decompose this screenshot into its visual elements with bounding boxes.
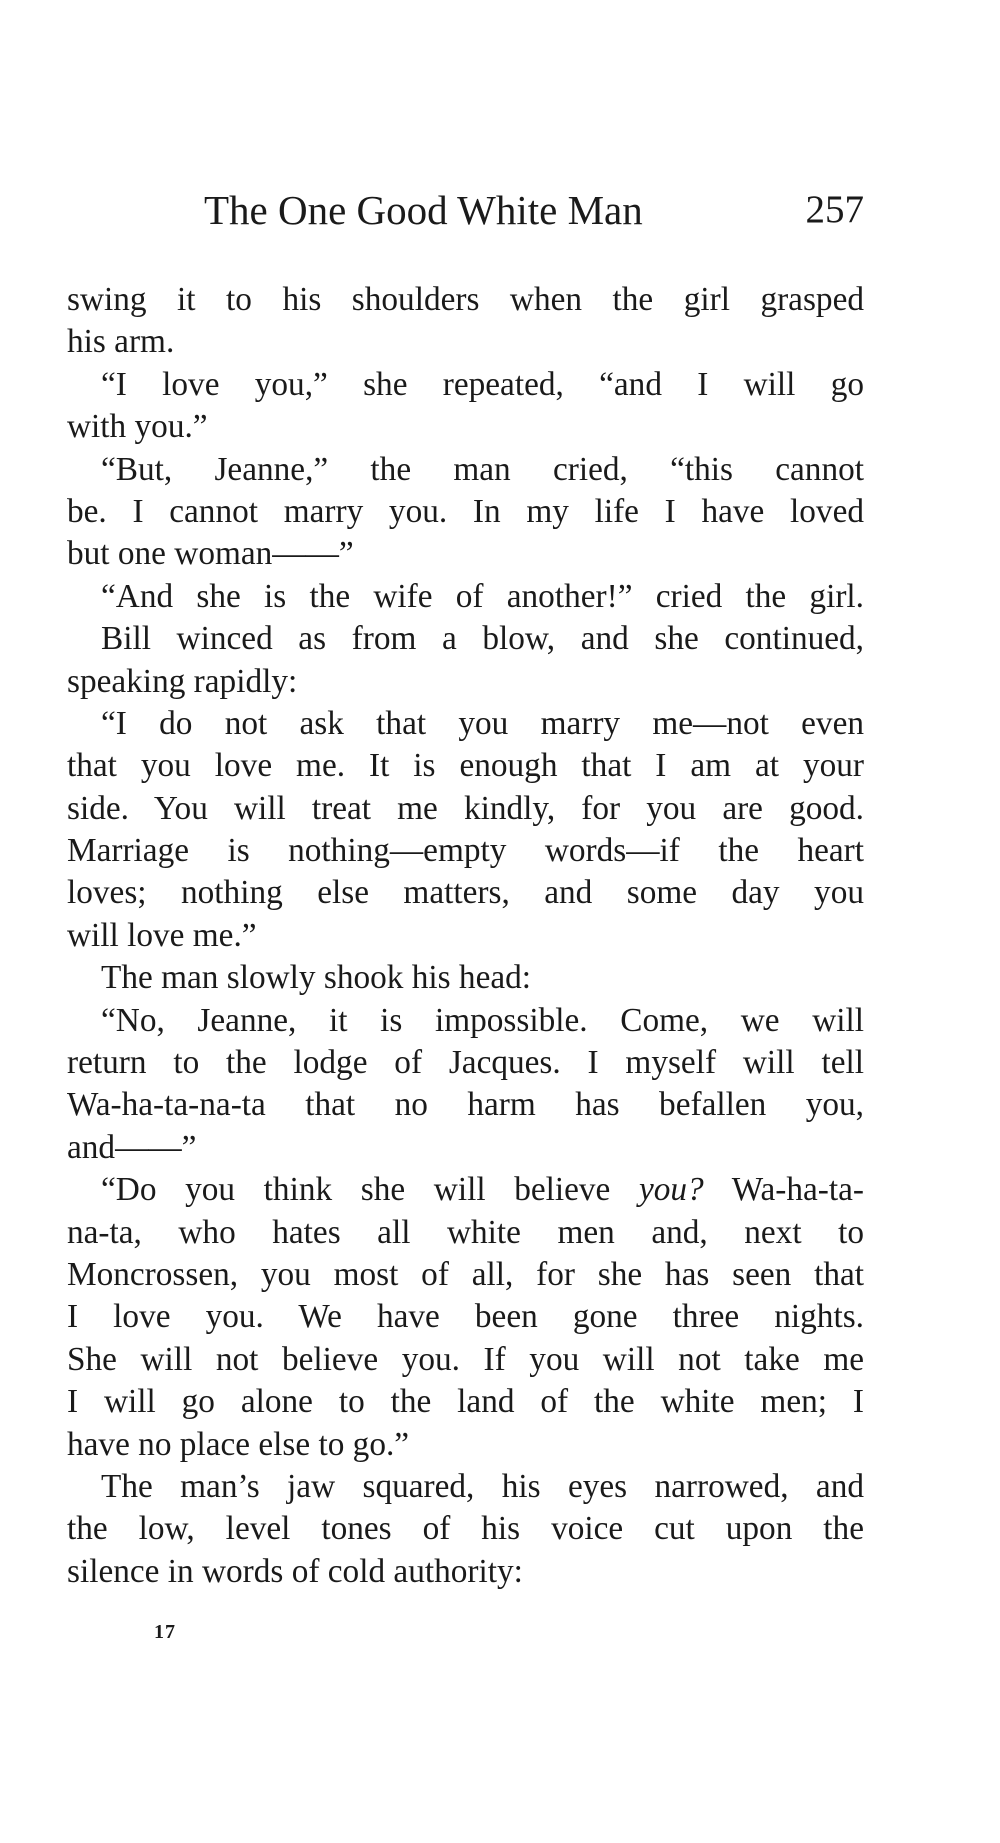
text-line: loves; nothing else matters, and some day you — [67, 874, 864, 912]
emphasis: you? — [638, 1171, 704, 1209]
text-line: side. You will treat me kindly, for you are good. — [67, 789, 864, 827]
page-number: 257 — [805, 188, 864, 231]
text-line: the low, level tones of his voice cut upon the — [67, 1510, 864, 1548]
text-line: The man slowly shook his head: — [101, 959, 532, 997]
text-line: na-ta, who hates all white men and, next to — [67, 1213, 864, 1251]
running-title: The One Good White Man — [204, 187, 643, 233]
text-line: The man’s jaw squared, his eyes narrowed, and — [101, 1467, 864, 1505]
text-line: “I do not ask that you marry me—not even — [101, 704, 864, 742]
signature-mark: 17 — [154, 1621, 176, 1643]
text-line: be. I cannot marry you. In my life I have loved — [67, 492, 864, 530]
text-line: that you love me. It is enough that I am at your — [67, 747, 864, 785]
text-line: and——” — [67, 1128, 197, 1166]
text-line: “I love you,” she repeated, “and I will go — [101, 365, 864, 403]
text-line: Wa-ha-ta-na-ta that no harm has befallen you, — [67, 1086, 864, 1124]
text-line: silence in words of cold authority: — [67, 1552, 523, 1590]
text-line: swing it to his shoulders when the girl grasped — [67, 281, 864, 318]
text-line: She will not believe you. If you will not take me — [67, 1340, 864, 1378]
text-line: with you.” — [67, 408, 208, 446]
text-line: “No, Jeanne, it is impossible. Come, we will — [101, 1001, 864, 1039]
text-line: return to the lodge of Jacques. I myself will tell — [67, 1044, 864, 1082]
running-head — [204, 185, 864, 235]
text-line: Bill winced as from a blow, and she continued, — [101, 620, 864, 658]
text-line: will love me.” — [67, 916, 257, 954]
text-line: “Do you think she will believe you? Wa-ha-ta- — [101, 1171, 864, 1209]
text-line: Moncrossen, you most of all, for she has seen that — [67, 1255, 864, 1293]
text-line: his arm. — [67, 323, 175, 361]
text-line: Marriage is nothing—empty words—if the heart — [67, 832, 864, 870]
text-line: have no place else to go.” — [67, 1425, 410, 1463]
text-line: “And she is the wife of another!” cried the girl. — [101, 577, 864, 615]
text-line: speaking rapidly: — [67, 662, 298, 700]
text-line: I will go alone to the land of the white men; I — [67, 1383, 864, 1421]
text-line: “But, Jeanne,” the man cried, “this cannot — [101, 450, 864, 488]
text-line: I love you. We have been gone three nights. — [67, 1298, 864, 1336]
body-text — [67, 279, 864, 1593]
text-line: but one woman——” — [67, 535, 354, 573]
